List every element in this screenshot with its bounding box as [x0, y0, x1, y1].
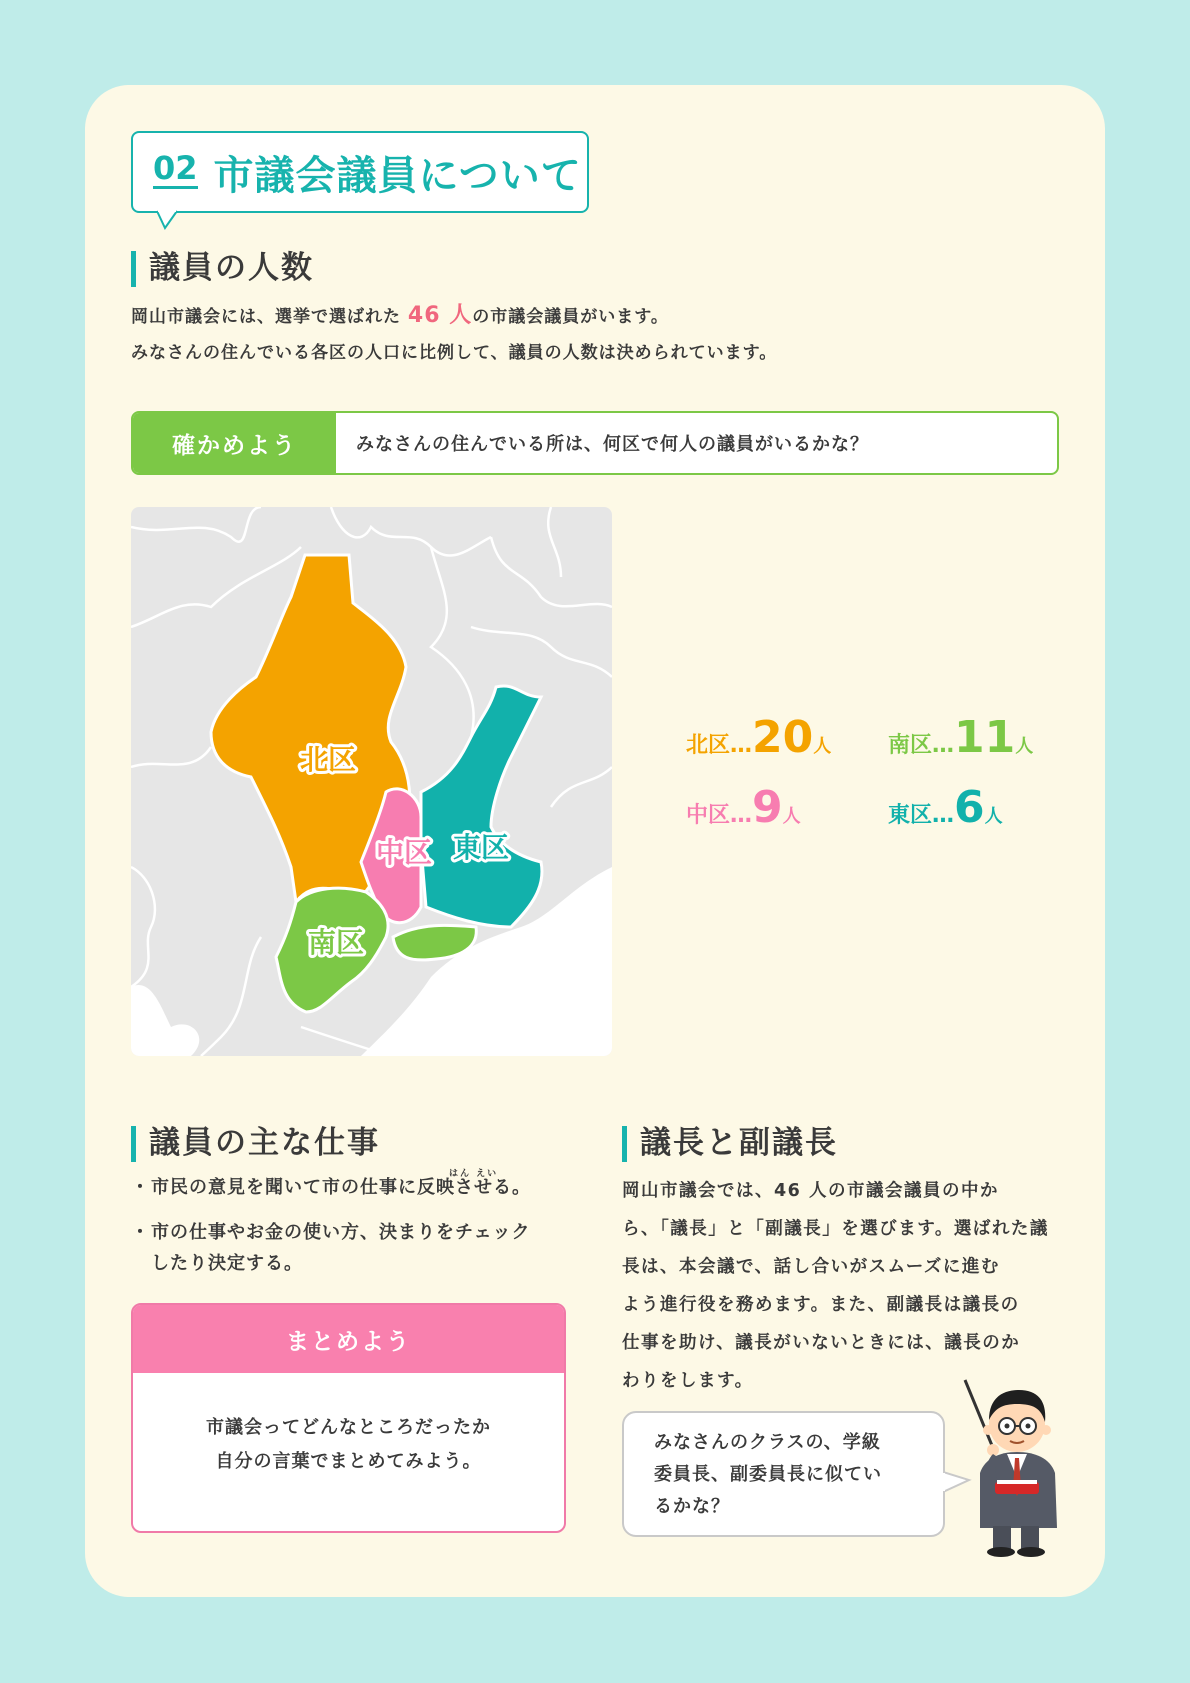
chair-line: 岡山市議会では、46 人の市議会議員の中か [622, 1181, 999, 1201]
intro-line-1 [131, 298, 669, 329]
chair-line: 仕事を助け、議長がいないときには、議長のか [622, 1333, 1021, 1353]
count-kita-ward: 北区… [686, 733, 753, 758]
teacher-illustration [955, 1378, 1075, 1558]
count-minami-ward: 南区… [888, 733, 955, 758]
section-number: 02 [153, 148, 198, 187]
intro-text-pre: 岡山市議会には、選挙で選ばれた [131, 307, 401, 327]
chair-line: 長は、本会議で、話し合いがスムーズに進む [622, 1257, 1000, 1277]
summary-heading: まとめよう [133, 1305, 564, 1373]
ward-map [131, 507, 612, 1056]
chair-line: ら、「議長」と「副議長」を選びます。選ばれた議 [622, 1219, 1049, 1239]
summary-line-2: 自分の言葉でまとめてみよう。 [215, 1451, 482, 1472]
member-total: 46 人 [407, 303, 473, 328]
count-kita-number: 20 [752, 712, 814, 763]
speech-line: みなさんのクラスの、学級 [654, 1432, 881, 1453]
intro-line-2: みなさんの住んでいる各区の人口に比例して、議員の人数は決められています。 [131, 343, 778, 363]
work-bullet-2 [131, 1217, 531, 1279]
label-kita: 北区 [299, 743, 357, 776]
count-naka-unit: 人 [782, 806, 801, 827]
count-minami [888, 712, 1033, 763]
work-bullet-2-line1: 市の仕事やお金の使い方、決まりをチェック [151, 1222, 531, 1243]
count-naka [686, 782, 801, 833]
label-naka: 中区 [375, 836, 433, 869]
speech-bubble [622, 1411, 945, 1537]
heading-member-count: 議員の人数 [131, 249, 314, 287]
count-naka-ward: 中区… [686, 803, 753, 828]
page-title: 市議会議員について [213, 152, 582, 199]
work-bullet-2-line2: したり決定する。 [151, 1253, 303, 1274]
work-bullet-1 [131, 1172, 531, 1203]
count-higashi-ward: 東区… [888, 803, 955, 828]
heading-chair: 議長と副議長 [622, 1124, 838, 1162]
check-label: 確かめよう [133, 413, 336, 473]
count-higashi [888, 782, 1003, 833]
label-higashi: 東区 [452, 831, 510, 864]
count-naka-number: 9 [752, 782, 783, 833]
title-bubble-tail [155, 209, 181, 231]
chair-line: よう進行役を務めます。また、副議長は議長の [622, 1295, 1020, 1315]
work-bullet-1-text: 市民の意見を聞いて市の仕事に反映させる。 [151, 1177, 531, 1198]
count-kita-unit: 人 [813, 736, 832, 757]
section-title [131, 131, 589, 213]
speech-line: るかな？ [654, 1496, 730, 1517]
count-minami-unit: 人 [1015, 736, 1034, 757]
chair-line: わりをします。 [622, 1371, 754, 1391]
speech-line: 委員長、副委員長に似てい [654, 1464, 882, 1485]
intro-text-post: の市議会議員がいます。 [472, 307, 669, 327]
count-higashi-number: 6 [954, 782, 985, 833]
summary-box [131, 1303, 566, 1533]
count-higashi-unit: 人 [984, 806, 1003, 827]
count-kita [686, 712, 831, 763]
count-minami-number: 11 [954, 712, 1016, 763]
summary-line-1: 市議会ってどんなところだったか [206, 1417, 491, 1438]
bullet-dot: ・ [131, 1177, 150, 1198]
summary-body [133, 1373, 564, 1479]
chair-description [622, 1172, 1049, 1400]
heading-main-work: 議員の主な仕事 [131, 1124, 380, 1162]
bullet-dot: ・ [131, 1222, 150, 1243]
check-question: みなさんの住んでいる所は、何区で何人の議員がいるかな？ [356, 434, 869, 455]
check-bar [131, 411, 1059, 475]
label-minami: 南区 [307, 926, 365, 959]
ruby-text: はん えい [449, 1169, 499, 1179]
